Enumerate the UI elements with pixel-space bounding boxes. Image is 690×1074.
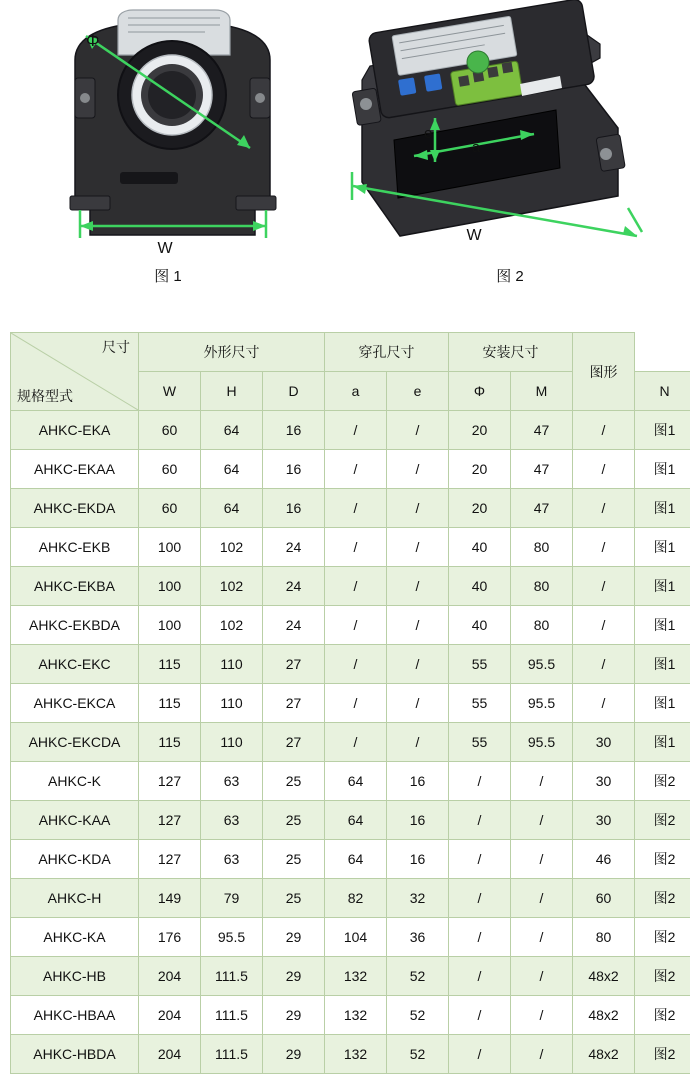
cell-model: AHKC-EKCDA [11,723,139,762]
table-row [11,489,690,528]
cell-w: 176 [139,918,201,957]
header-figure: 图形 [573,333,635,411]
cell-h: 64 [201,450,263,489]
subheader-phi: Φ [449,372,511,411]
cell-e: / [387,606,449,645]
cell-n: / [573,567,635,606]
cell-figure: 图1 [635,684,690,723]
dimension-a-label: a [472,139,481,156]
cell-phi: / [449,957,511,996]
cell-phi: 20 [449,489,511,528]
cell-m: 95.5 [511,684,573,723]
cell-m: / [511,762,573,801]
table-row [11,762,690,801]
product-figures [0,0,690,300]
cell-a: 132 [325,996,387,1035]
cell-n: / [573,411,635,450]
cell-phi: 20 [449,411,511,450]
cell-d: 25 [263,840,325,879]
cell-model: AHKC-HBAA [11,996,139,1035]
cell-w: 100 [139,528,201,567]
cell-model: AHKC-EKC [11,645,139,684]
dimension-phi-label: Φ [86,31,100,50]
table-row [11,411,690,450]
cell-h: 111.5 [201,996,263,1035]
cell-phi: / [449,801,511,840]
cell-d: 25 [263,762,325,801]
cell-figure: 图2 [635,762,690,801]
table-row [11,723,690,762]
cell-figure: 图1 [635,411,690,450]
cell-d: 24 [263,606,325,645]
cell-d: 29 [263,996,325,1035]
cell-phi: 40 [449,528,511,567]
cell-w: 115 [139,645,201,684]
cell-e: 52 [387,1035,449,1074]
cell-d: 16 [263,450,325,489]
cell-phi: 55 [449,723,511,762]
cell-m: 80 [511,606,573,645]
cell-e: 52 [387,957,449,996]
subheader-d: D [263,372,325,411]
cell-d: 29 [263,918,325,957]
group-header-mounting: 安装尺寸 [449,333,573,372]
figure-1-caption: 图 1 [128,265,208,286]
cell-model: AHKC-KAA [11,801,139,840]
table-row [11,606,690,645]
cell-n: 30 [573,762,635,801]
table-row [11,957,690,996]
specification-table-wrapper [10,332,680,1074]
cell-h: 95.5 [201,918,263,957]
cell-model: AHKC-EKDA [11,489,139,528]
cell-e: 16 [387,840,449,879]
cell-m: / [511,840,573,879]
cell-h: 102 [201,528,263,567]
cell-model: AHKC-EKB [11,528,139,567]
cell-n: 48x2 [573,957,635,996]
table-body [11,411,690,1074]
cell-w: 115 [139,684,201,723]
cell-w: 127 [139,801,201,840]
cell-n: / [573,684,635,723]
subheader-h: H [201,372,263,411]
cell-a: / [325,528,387,567]
cell-a: / [325,645,387,684]
cell-w: 204 [139,1035,201,1074]
cell-w: 204 [139,957,201,996]
cell-phi: / [449,918,511,957]
cell-n: / [573,645,635,684]
cell-a: 132 [325,1035,387,1074]
cell-e: / [387,450,449,489]
cell-w: 60 [139,489,201,528]
cell-m: 95.5 [511,645,573,684]
cell-a: / [325,567,387,606]
cell-h: 110 [201,645,263,684]
cell-model: AHKC-HB [11,957,139,996]
cell-a: 64 [325,840,387,879]
subheader-w: W [139,372,201,411]
cell-h: 79 [201,879,263,918]
cell-figure: 图1 [635,567,690,606]
cell-n: 60 [573,879,635,918]
cell-h: 63 [201,801,263,840]
cell-d: 16 [263,411,325,450]
cell-m: 47 [511,450,573,489]
cell-figure: 图1 [635,723,690,762]
dimension-w-fig1-label: W [157,240,173,257]
cell-phi: 40 [449,567,511,606]
cell-n: 46 [573,840,635,879]
cell-phi: / [449,1035,511,1074]
cell-a: / [325,411,387,450]
cell-h: 64 [201,489,263,528]
cell-w: 60 [139,411,201,450]
cell-e: / [387,645,449,684]
cell-m: 95.5 [511,723,573,762]
cell-h: 102 [201,567,263,606]
figure-1-graphic [0,0,690,300]
subheader-m: M [511,372,573,411]
table-row [11,840,690,879]
cell-h: 110 [201,723,263,762]
cell-e: 16 [387,801,449,840]
cell-model: AHKC-H [11,879,139,918]
cell-m: / [511,957,573,996]
cell-h: 111.5 [201,957,263,996]
table-row [11,684,690,723]
table-row [11,918,690,957]
cell-model: AHKC-EKBDA [11,606,139,645]
cell-d: 29 [263,957,325,996]
cell-model: AHKC-EKAA [11,450,139,489]
cell-figure: 图2 [635,879,690,918]
cell-m: 80 [511,528,573,567]
table-row [11,645,690,684]
cell-figure: 图2 [635,918,690,957]
cell-n: 80 [573,918,635,957]
cell-phi: 55 [449,684,511,723]
cell-e: / [387,723,449,762]
ct-device-rect [352,0,625,236]
specification-table [10,332,690,1074]
cell-d: 27 [263,723,325,762]
cell-w: 115 [139,723,201,762]
cell-h: 63 [201,840,263,879]
table-row [11,879,690,918]
cell-h: 102 [201,606,263,645]
cell-model: AHKC-HBDA [11,1035,139,1074]
cell-w: 149 [139,879,201,918]
cell-a: / [325,450,387,489]
table-row [11,567,690,606]
table-row [11,528,690,567]
cell-a: / [325,489,387,528]
cell-w: 127 [139,762,201,801]
cell-e: / [387,489,449,528]
cell-d: 16 [263,489,325,528]
cell-w: 60 [139,450,201,489]
cell-figure: 图2 [635,801,690,840]
table-header [11,333,690,411]
table-row [11,801,690,840]
dimension-e-label: e [424,125,432,142]
cell-d: 27 [263,645,325,684]
cell-figure: 图1 [635,450,690,489]
cell-figure: 图1 [635,489,690,528]
cell-n: 30 [573,801,635,840]
cell-h: 63 [201,762,263,801]
cell-model: AHKC-EKA [11,411,139,450]
cell-phi: 55 [449,645,511,684]
subheader-n: N [635,372,690,411]
ct-device-front [70,10,276,235]
cell-model: AHKC-KDA [11,840,139,879]
cell-a: 104 [325,918,387,957]
cell-n: / [573,528,635,567]
cell-e: 36 [387,918,449,957]
cell-w: 100 [139,567,201,606]
cell-e: / [387,411,449,450]
cell-phi: / [449,996,511,1035]
subheader-e: e [387,372,449,411]
cell-d: 29 [263,1035,325,1074]
cell-e: 16 [387,762,449,801]
cell-n: 30 [573,723,635,762]
cell-n: 48x2 [573,996,635,1035]
cell-m: / [511,1035,573,1074]
cell-d: 27 [263,684,325,723]
corner-label-size: 尺寸 [102,337,130,357]
cell-model: AHKC-EKCA [11,684,139,723]
cell-e: 32 [387,879,449,918]
cell-m: 80 [511,567,573,606]
cell-m: / [511,879,573,918]
group-header-outline: 外形尺寸 [139,333,325,372]
cell-h: 111.5 [201,1035,263,1074]
cell-figure: 图1 [635,645,690,684]
cell-a: / [325,684,387,723]
cell-a: 132 [325,957,387,996]
cell-e: 52 [387,996,449,1035]
cell-d: 24 [263,567,325,606]
cell-m: 47 [511,411,573,450]
cell-figure: 图1 [635,528,690,567]
cell-m: / [511,996,573,1035]
cell-figure: 图2 [635,996,690,1035]
cell-phi: / [449,879,511,918]
cell-phi: 20 [449,450,511,489]
cell-phi: 40 [449,606,511,645]
cell-n: 48x2 [573,1035,635,1074]
cell-figure: 图1 [635,606,690,645]
cell-w: 100 [139,606,201,645]
corner-label-model: 规格型式 [17,386,73,406]
cell-m: / [511,918,573,957]
cell-d: 25 [263,801,325,840]
table-row [11,996,690,1035]
cell-e: / [387,567,449,606]
cell-e: / [387,684,449,723]
cell-a: / [325,606,387,645]
cell-model: AHKC-K [11,762,139,801]
cell-h: 64 [201,411,263,450]
cell-figure: 图2 [635,957,690,996]
cell-d: 25 [263,879,325,918]
cell-n: / [573,489,635,528]
table-row [11,1035,690,1074]
cell-e: / [387,528,449,567]
subheader-a: a [325,372,387,411]
group-header-aperture: 穿孔尺寸 [325,333,449,372]
cell-m: / [511,801,573,840]
cell-a: 82 [325,879,387,918]
cell-phi: / [449,840,511,879]
cell-h: 110 [201,684,263,723]
cell-a: / [325,723,387,762]
cell-a: 64 [325,762,387,801]
cell-model: AHKC-EKBA [11,567,139,606]
cell-model: AHKC-KA [11,918,139,957]
cell-d: 24 [263,528,325,567]
cell-m: 47 [511,489,573,528]
cell-figure: 图2 [635,1035,690,1074]
cell-n: / [573,450,635,489]
cell-phi: / [449,762,511,801]
table-corner-cell [11,333,139,411]
dimension-w-fig2-label: W [466,227,482,244]
cell-w: 127 [139,840,201,879]
figure-2-caption: 图 2 [470,265,550,286]
cell-figure: 图2 [635,840,690,879]
cell-a: 64 [325,801,387,840]
cell-n: / [573,606,635,645]
table-row [11,450,690,489]
cell-w: 204 [139,996,201,1035]
